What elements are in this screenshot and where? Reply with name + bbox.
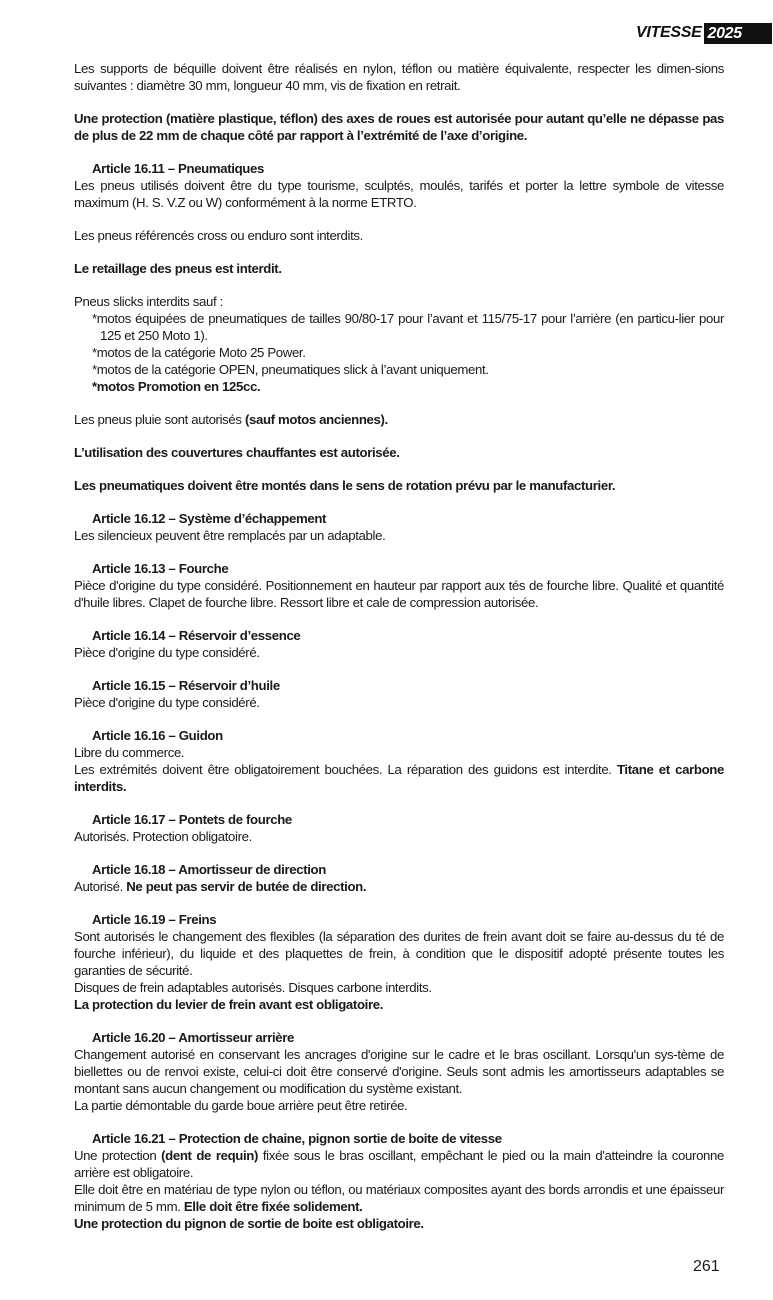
article-16-14-title: Article 16.14 – Réservoir d’essence [92,628,301,643]
article-16-21-title: Article 16.21 – Protection de chaine, pignon sortie de boite de vitesse [92,1131,502,1146]
article-16-21-body [74,1147,724,1232]
article-16-19-title: Article 16.19 – Freins [92,912,217,927]
page-number: 261 [693,1258,720,1275]
article-16-16-text-1: Libre du commerce. [74,745,185,760]
article-16-17-title: Article 16.17 – Pontets de fourche [92,812,292,827]
intro-paragraph-1: Les supports de béquille doivent être réalisés en nylon, téflon ou matière équivalente, respecter les dimen-sions suivantes : diamètre 30 mm, longueur 40 mm, vis de fixation en retrait. [74,61,724,93]
list-item: *motos de la catégorie Moto 25 Power. [92,345,306,360]
slicks-intro: Pneus slicks interdits sauf : [74,294,223,309]
article-16-20-text-1: Changement autorisé en conservant les ancrages d'origine sur le cadre et le bras oscillant. Lorsqu'un sys-tème de biellettes ou de renvoi existe, celui-ci doit être conservé d'origine. Seuls sont admis les amortisseurs adaptables se montant sans aucun changement ou modification du système existant. [74,1047,724,1096]
article-16-15-text: Pièce d'origine du type considéré. [74,695,260,710]
article-16-18-title: Article 16.18 – Amortisseur de direction [92,862,326,877]
article-16-11-text-3: Le retaillage des pneus est interdit. [74,261,282,276]
article-16-11-text-1: Les pneus utilisés doivent être du type tourisme, sculptés, moulés, tarifés et porter la lettre symbole de vitesse maximum (H. S. V.Z ou W) conformément à la norme ETRTO. [74,178,724,210]
slicks-list [92,310,724,395]
article-16-11-text-2: Les pneus référencés cross ou enduro sont interdits. [74,228,363,243]
article-16-21-text-2: Elle doit être en matériau de type nylon ou téflon, ou matériaux composites ayant des bords arrondis et une épaisseur minimum de 5 mm. Elle doit être fixée solidement. [74,1182,724,1214]
article-16-19-body [74,928,724,1013]
header-year: 2025 [704,23,771,44]
list-item: *motos équipées de pneumatiques de tailles 90/80-17 pour l’avant et 115/75-17 pour l’arrière (en particu-lier pour 125 et 250 Moto 1). [92,311,724,343]
article-16-19-text-2: Disques de frein adaptables autorisés. Disques carbone interdits. [74,980,432,995]
article-16-20-text-2: La partie démontable du garde boue arrière peut être retirée. [74,1098,408,1113]
slicks-section [74,293,724,395]
tyre-rotation-text: Les pneumatiques doivent être montés dans le sens de rotation prévu par le manufacturier. [74,478,616,493]
article-16-21-text-3: Une protection du pignon de sortie de boite est obligatoire. [74,1216,424,1231]
article-16-12-title: Article 16.12 – Système d’échappement [92,511,327,526]
list-item: *motos de la catégorie OPEN, pneumatiques slick à l’avant uniquement. [92,362,489,377]
article-16-12-text: Les silencieux peuvent être remplacés par un adaptable. [74,528,386,543]
article-16-16-title: Article 16.16 – Guidon [92,728,223,743]
article-16-16-body [74,744,724,795]
article-16-18-text: Autorisé. Ne peut pas servir de butée de direction. [74,879,367,894]
article-16-13-text: Pièce d'origine du type considéré. Positionnement en hauteur par rapport aux tés de fourche libre. Qualité et quantité d'huile libres. Clapet de fourche libre. Ressort libre et cale de compression autorisée. [74,578,724,610]
list-item: *motos Promotion en 125cc. [92,379,261,394]
article-16-19-text-3: La protection du levier de frein avant est obligatoire. [74,997,384,1012]
intro-paragraph-2: Une protection (matière plastique, téflon) des axes de roues est autorisée pour autant qu’elle ne dépasse pas de plus de 22 mm de chaque côté par rapport à l’extrémité de l’axe d’origine. [74,111,724,143]
article-16-20-title: Article 16.20 – Amortisseur arrière [92,1030,295,1045]
header-section: VITESSE [636,24,702,41]
article-16-21-text-1: Une protection (dent de requin) fixée sous le bras oscillant, empêchant le pied ou la main d'atteindre la couronne arrière est obligatoire. [74,1148,725,1180]
tyre-warmers-text: L’utilisation des couvertures chauffantes est autorisée. [74,445,400,460]
article-16-19-text-1: Sont autorisés le changement des flexibles (la séparation des durites de frein avant doit se faire au-dessus du té de fourche inférieur), du liquide et des plaquettes de frein, à condition que le dispositif adopté présente toutes les garanties de sécurité. [74,929,724,978]
article-16-11-title: Article 16.11 – Pneumatiques [92,161,264,176]
article-16-17-text: Autorisés. Protection obligatoire. [74,829,252,844]
article-16-20-body [74,1046,724,1114]
article-16-14-text: Pièce d'origine du type considéré. [74,645,260,660]
article-16-16-text-2: Les extrémités doivent être obligatoirement bouchées. La réparation des guidons est interdite. Titane et carbone interdits. [74,762,724,794]
header-tag [636,22,773,44]
article-16-13-title: Article 16.13 – Fourche [92,561,229,576]
article-16-15-title: Article 16.15 – Réservoir d’huile [92,678,280,693]
rain-tyres-text: Les pneus pluie sont autorisés (sauf motos anciennes). [74,412,388,427]
page-content [74,60,724,1248]
